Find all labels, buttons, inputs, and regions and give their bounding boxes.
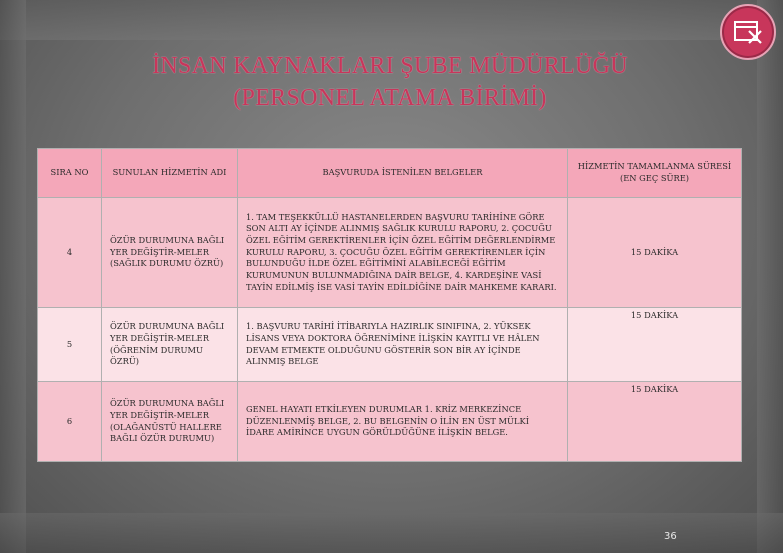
- header-belgeler: BAŞVURUDA İSTENİLEN BELGELER: [238, 149, 568, 198]
- table-row: [38, 308, 742, 382]
- presentation-close-glyph-icon: [733, 19, 763, 45]
- cell-belgeler: GENEL HAYATI ETKİLEYEN DURUMLAR 1. KRİZ MERKEZİNCE DÜZENLENMİŞ BELGE, 2. BU BELGENİN O İLİN EN ÜST MÜLKİ İDARE AMİRİNCE UYGUN GÖRÜLDÜĞÜNE İLİŞKİN BELGE.: [238, 382, 568, 462]
- cell-belgeler: 1. BAŞVURU TARİHİ İTİBARIYLA HAZIRLIK SINIFINA, 2. YÜKSEK LİSANS VEYA DOKTORA ÖĞRENİMİNE İLİŞKİN KAYITLI VE HÂLEN DEVAM ETMEKTE OLDUĞUNU GÖSTERİR SON BİR AY İÇİNDE ALINMIŞ BELGE: [238, 308, 568, 382]
- slide-title: [60, 50, 720, 114]
- cell-hizmet: ÖZÜR DURUMUNA BAĞLI YER DEĞİŞTİR-MELER (ÖĞRENİM DURUMU ÖZRÜ): [102, 308, 238, 382]
- cell-no: 5: [38, 308, 102, 382]
- cell-hizmet: ÖZÜR DURUMUNA BAĞLI YER DEĞİŞTİR-MELER (OLAĞANÜSTÜ HALLERE BAĞLI ÖZÜR DURUMU): [102, 382, 238, 462]
- cell-no: 6: [38, 382, 102, 462]
- header-sira-no: SIRA NO: [38, 149, 102, 198]
- cell-hizmet: ÖZÜR DURUMUNA BAĞLI YER DEĞİŞTİR-MELER (SAĞLIK DURUMU ÖZRÜ): [102, 198, 238, 308]
- background-facet-left: [0, 0, 26, 553]
- cell-sure: 15 DAKİKA: [568, 308, 742, 382]
- table-header-row: [38, 149, 742, 198]
- header-sure: HİZMETİN TAMAMLANMA SÜRESİ (EN GEÇ SÜRE): [568, 149, 742, 198]
- slide-title-line-1: İNSAN KAYNAKLARI ŞUBE MÜDÜRLÜĞÜ: [152, 53, 628, 79]
- background-facet-top: [0, 0, 783, 40]
- cell-sure: 15 DAKİKA: [568, 198, 742, 308]
- table-row: [38, 198, 742, 308]
- slide-title-line-2: (PERSONEL ATAMA BİRİMİ): [233, 85, 547, 111]
- header-hizmet-adi: SUNULAN HİZMETİN ADI: [102, 149, 238, 198]
- cell-no: 4: [38, 198, 102, 308]
- cell-sure: 15 DAKİKA: [568, 382, 742, 462]
- table-row: [38, 382, 742, 462]
- page-number: 36: [664, 531, 677, 542]
- presentation-close-icon[interactable]: [720, 4, 776, 60]
- services-table: [37, 148, 742, 462]
- background-facet-right: [757, 0, 783, 553]
- cell-belgeler: 1. TAM TEŞEKKÜLLÜ HASTANELERDEN BAŞVURU TARİHİNE GÖRE SON ALTI AY İÇİNDE ALINMIŞ SAĞLIK KURULU RAPORU, 2. ÇOCUĞU ÖZEL EĞİTİM GEREKTİRENLER İÇİN ÖZEL EĞİTİM DEĞERLENDİRME KURULU RAPORU, 3. ÇOCUĞU ÖZEL EĞİTİM GEREKTİRENLER İÇİN BULUNDUĞU İLDE ÖZEL EĞİTİMİNİ ALABİLECEĞİ EĞİTİM KURUMUNUN BULUNMADIĞINA DAİR BELGE, 4. KARDEŞİNE VASİ TAYİN EDİLMİŞ İSE VASİ TAYİN EDİLDİĞİNE DAİR MAHKEME KARARI.: [238, 198, 568, 308]
